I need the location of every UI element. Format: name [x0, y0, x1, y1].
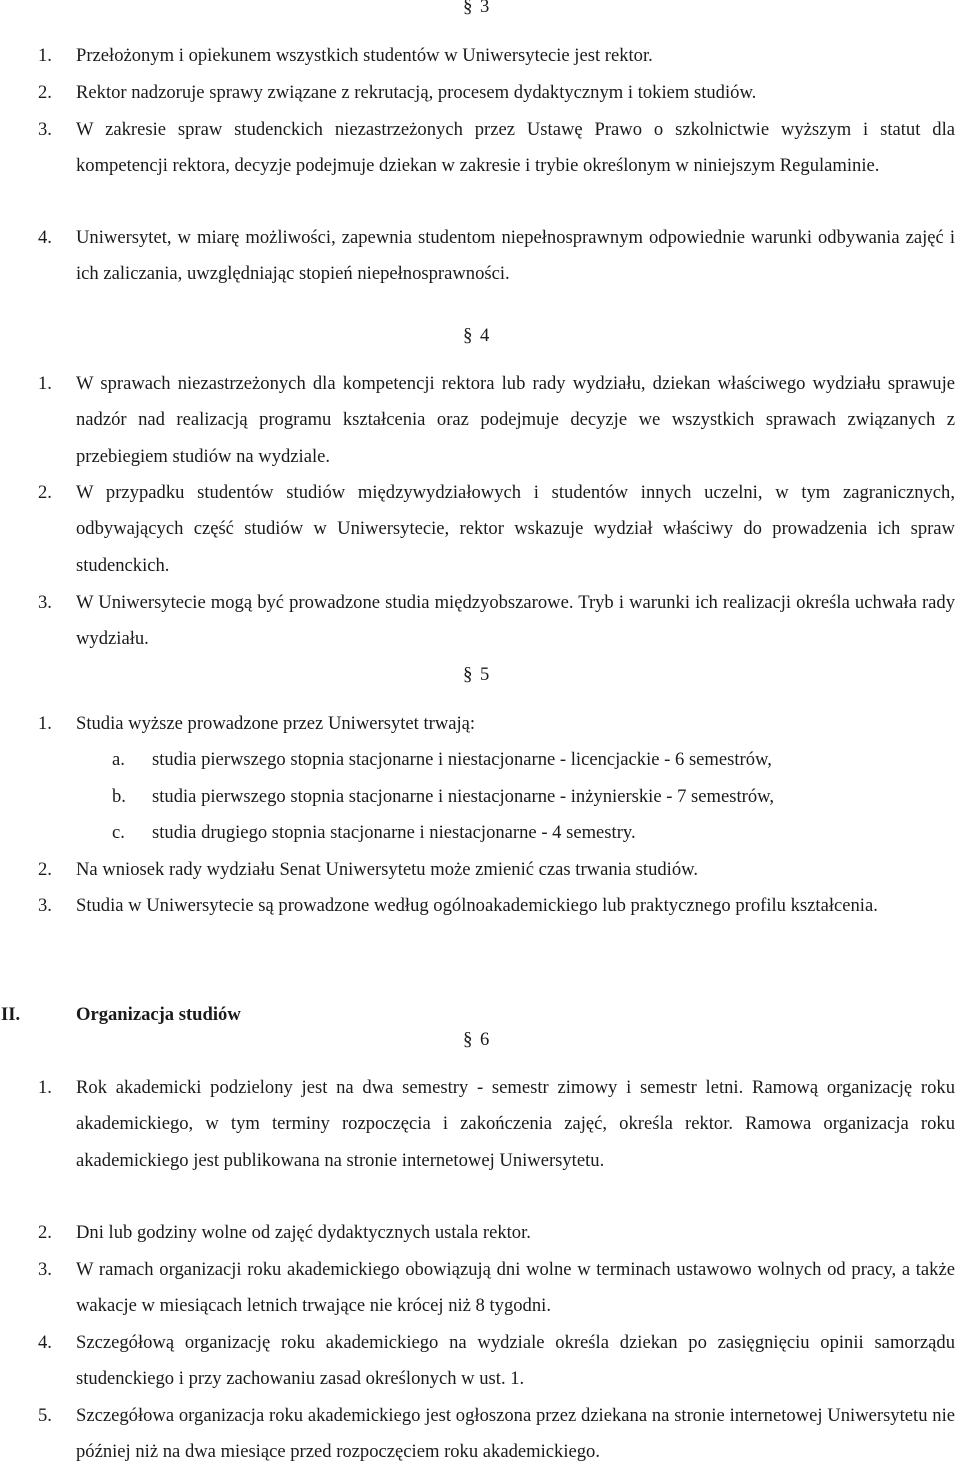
sub-item-text: studia drugiego stopnia stacjonarne i niestacjonarne - 4 semestry.	[152, 822, 636, 843]
item-number: 2.	[38, 859, 52, 880]
section-symbol: §	[463, 325, 473, 346]
section-number: 4	[480, 325, 490, 346]
section-heading-6	[0, 1027, 960, 1053]
section-number: 5	[480, 664, 490, 685]
item-text: Studia wyższe prowadzone przez Uniwersytet trwają:	[76, 713, 476, 734]
item-number: 1.	[38, 713, 52, 734]
section-number: 3	[480, 0, 490, 17]
sub-item-text: studia pierwszego stopnia stacjonarne i niestacjonarne - licencjackie - 6 semestrów,	[152, 749, 772, 770]
item-number: 3.	[38, 119, 52, 140]
sub-item-text: studia pierwszego stopnia stacjonarne i niestacjonarne - inżynierskie - 7 semestrów,	[152, 786, 775, 807]
item-text: Rok akademicki podzielony jest na dwa semestry - semestr zimowy i semestr letni. Ramową organizację roku akademickiego, w tym terminy rozpoczęcia i zakończenia zajęć, określa rektor. Ramowa organizacja roku akademickiego jest publikowana na stronie internetowej Uniwersytetu.	[76, 1076, 955, 1171]
item-text: W Uniwersytecie mogą być prowadzone studia międzyobszarowe. Tryb i warunki ich realizacji określa uchwała rady wydziału.	[76, 591, 955, 650]
sub-list-item	[0, 784, 960, 810]
section-number: 6	[480, 1029, 490, 1050]
section-symbol: §	[463, 664, 473, 685]
item-number: 1.	[38, 45, 52, 66]
item-number: 4.	[38, 227, 52, 248]
item-text: Na wniosek rady wydziału Senat Uniwersytetu może zmienić czas trwania studiów.	[76, 859, 699, 880]
item-number: 1.	[38, 373, 52, 394]
item-number: 3.	[38, 1259, 52, 1280]
item-number: 4.	[38, 1332, 52, 1353]
item-text: W sprawach niezastrzeżonych dla kompetencji rektora lub rady wydziału, dziekan właściwego wydziału sprawuje nadzór nad realizacją programu kształcenia oraz podejmuje decyzje we wszystkich sprawach związanych z przebiegiem studiów na wydziale.	[76, 372, 955, 467]
item-number: 2.	[38, 1222, 52, 1243]
chapter-number: II.	[1, 1004, 21, 1025]
item-text: Uniwersytet, w miarę możliwości, zapewnia studentom niepełnosprawnym odpowiednie warunki odbywania zajęć i ich zaliczania, uwzględniając stopień niepełnosprawności.	[76, 226, 955, 285]
item-text: Przełożonym i opiekunem wszystkich studentów w Uniwersytecie jest rektor.	[76, 45, 653, 66]
sub-item-letter: c.	[112, 822, 125, 843]
sub-list-item	[0, 820, 960, 846]
item-number: 2.	[38, 482, 52, 503]
section-heading-5	[0, 662, 960, 688]
item-text: W ramach organizacji roku akademickiego obowiązują dni wolne w terminach ustawowo wolnych od pracy, a także wakacje w miesiącach letnich trwające nie krócej niż 8 tygodni.	[76, 1258, 955, 1317]
item-text: Szczegółową organizację roku akademickiego na wydziale określa dziekan po zasięgnięciu opinii samorządu studenckiego i przy zachowaniu zasad określonych w ust. 1.	[76, 1331, 955, 1390]
section-symbol: §	[463, 0, 473, 17]
section-symbol: §	[463, 1029, 473, 1050]
item-text: W zakresie spraw studenckich niezastrzeżonych przez Ustawę Prawo o szkolnictwie wyższym i statut dla kompetencji rektora, decyzje podejmuje dziekan w zakresie i trybie określonym w niniejszym Regulaminie.	[76, 118, 955, 177]
item-text: Szczegółowa organizacja roku akademickiego jest ogłoszona przez dziekana na stronie internetowej Uniwersytetu nie później niż na dwa miesiące przed rozpoczęciem roku akademickiego.	[76, 1404, 955, 1463]
item-text: Studia w Uniwersytecie są prowadzone według ogólnoakademickiego lub praktycznego profilu kształcenia.	[76, 894, 878, 916]
sub-item-letter: a.	[112, 749, 125, 770]
item-number: 2.	[38, 82, 52, 103]
sub-item-letter: b.	[112, 786, 126, 807]
section-heading-3	[0, 0, 960, 20]
item-text: Dni lub godziny wolne od zajęć dydaktycznych ustala rektor.	[76, 1222, 531, 1243]
sub-list-item	[0, 747, 960, 773]
item-number: 3.	[38, 592, 52, 613]
item-text: Rektor nadzoruje sprawy związane z rekrutacją, procesem dydaktycznym i tokiem studiów.	[76, 82, 757, 103]
section-heading-4	[0, 323, 960, 349]
item-number: 3.	[38, 895, 52, 916]
item-text: W przypadku studentów studiów międzywydziałowych i studentów innych uczelni, w tym zagranicznych, odbywających część studiów w Uniwersytecie, rektor wskazuje wydział właściwy do prowadzenia ich spraw studenckich.	[76, 481, 955, 576]
item-number: 5.	[38, 1405, 52, 1426]
chapter-heading	[0, 1002, 960, 1028]
chapter-title: Organizacja studiów	[76, 1004, 241, 1025]
item-number: 1.	[38, 1077, 52, 1098]
